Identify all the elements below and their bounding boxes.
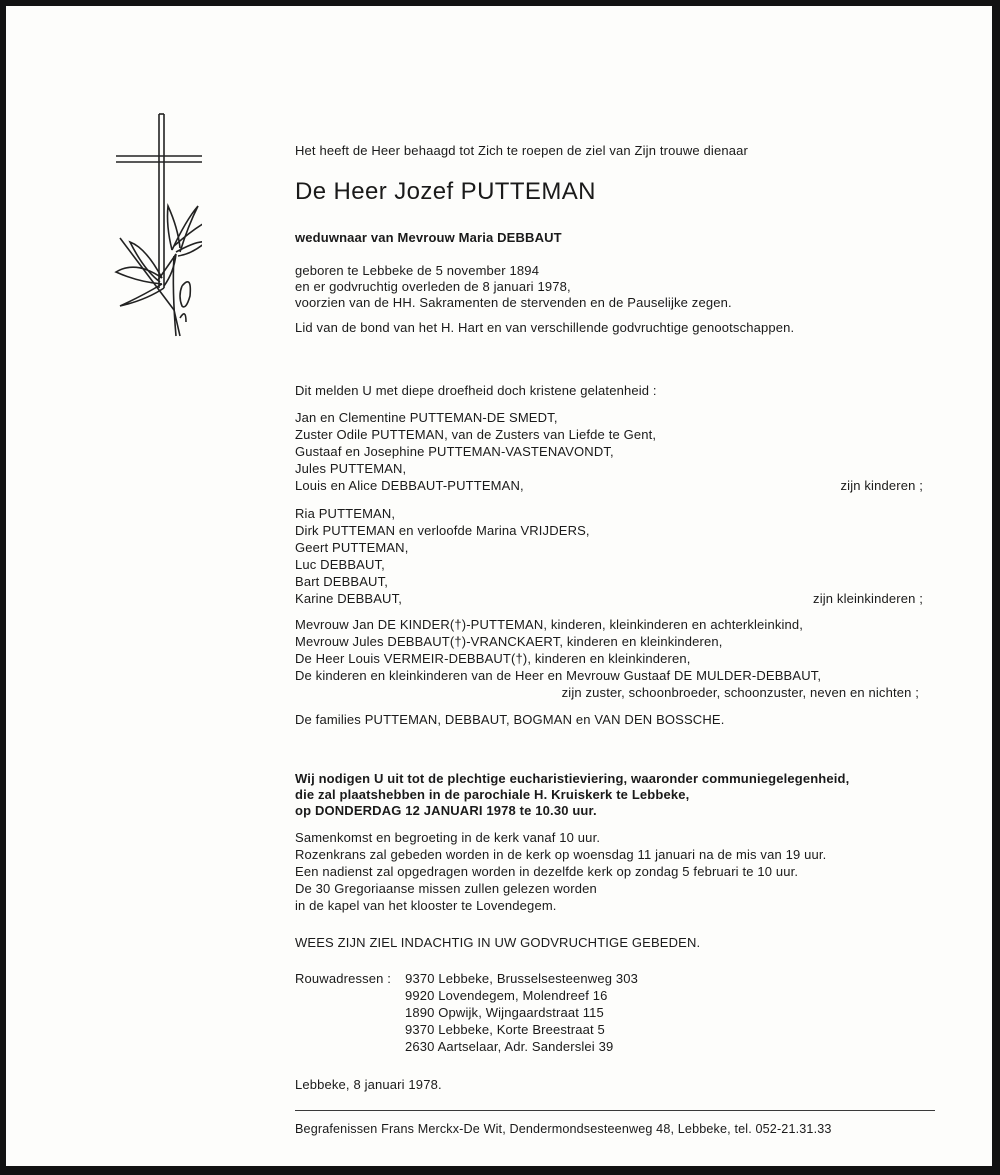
address-line: 9370 Lebbeke, Korte Breestraat 5	[405, 1022, 605, 1037]
sibling-line: De Heer Louis VERMEIR-DEBBAUT(†), kinderen en kleinkinderen,	[295, 651, 691, 666]
intro-line: Het heeft de Heer behaagd tot Zich te roepen de ziel van Zijn trouwe dienaar	[295, 143, 748, 158]
grandchild-line: Bart DEBBAUT,	[295, 574, 388, 589]
prayer-line: WEES ZIJN ZIEL INDACHTIG IN UW GODVRUCHTIGE GEBEDEN.	[295, 935, 701, 950]
detail-line: in de kapel van het klooster te Lovendegem.	[295, 898, 557, 913]
address-line: 1890 Opwijk, Wijngaardstraat 115	[405, 1005, 604, 1020]
memorial-card	[6, 6, 992, 1166]
birth-line: geboren te Lebbeke de 5 november 1894	[295, 263, 540, 278]
families-line: De families PUTTEMAN, DEBBAUT, BOGMAN en VAN DEN BOSSCHE.	[295, 712, 725, 727]
grandchild-line: Geert PUTTEMAN,	[295, 540, 409, 555]
sibling-line: De kinderen en kleinkinderen van de Heer en Mevrouw Gustaaf DE MULDER-DEBBAUT,	[295, 668, 822, 683]
invitation-line: op DONDERDAG 12 JANUARI 1978 te 10.30 uur.	[295, 803, 597, 818]
detail-line: De 30 Gregoriaanse missen zullen gelezen worden	[295, 881, 597, 896]
footer-divider	[295, 1110, 935, 1111]
grandchild-line: Dirk PUTTEMAN en verloofde Marina VRIJDERS,	[295, 523, 590, 538]
child-line: Gustaaf en Josephine PUTTEMAN-VASTENAVONDT,	[295, 444, 614, 459]
detail-line: Een nadienst zal opgedragen worden in dezelfde kerk op zondag 5 februari te 10 uur.	[295, 864, 799, 879]
cross-with-lilies-icon	[102, 110, 202, 350]
invitation-line: Wij nodigen U uit tot de plechtige eucharistieviering, waaronder communiegelegenheid,	[295, 771, 850, 786]
deceased-name: De Heer Jozef PUTTEMAN	[295, 178, 596, 205]
place-date: Lebbeke, 8 januari 1978.	[295, 1077, 442, 1092]
child-line: Zuster Odile PUTTEMAN, van de Zusters van Liefde te Gent,	[295, 427, 657, 442]
grandchild-line: Karine DEBBAUT,	[295, 591, 403, 606]
grandchildren-label: zijn kleinkinderen ;	[813, 591, 923, 606]
detail-line: Samenkomst en begroeting in de kerk vanaf 10 uur.	[295, 830, 601, 845]
address-line: 2630 Aartselaar, Adr. Sanderslei 39	[405, 1039, 614, 1054]
sibling-line: Mevrouw Jules DEBBAUT(†)-VRANCKAERT, kinderen en kleinkinderen,	[295, 634, 723, 649]
addresses-label: Rouwadressen :	[295, 971, 392, 986]
address-line: 9920 Lovendegem, Molendreef 16	[405, 988, 608, 1003]
child-line: Jules PUTTEMAN,	[295, 461, 407, 476]
sacraments-line: voorzien van de HH. Sakramenten de stervenden en de Pauselijke zegen.	[295, 295, 732, 310]
detail-line: Rozenkrans zal gebeden worden in de kerk op woensdag 11 januari na de mis van 19 uur.	[295, 847, 827, 862]
child-line: Louis en Alice DEBBAUT-PUTTEMAN,	[295, 478, 524, 493]
death-line: en er godvruchtig overleden de 8 januari 1978,	[295, 279, 571, 294]
announce-line: Dit melden U met diepe droefheid doch kristene gelatenheid :	[295, 383, 657, 398]
funeral-home-footer: Begrafenissen Frans Merckx-De Wit, Dendermondsesteenweg 48, Lebbeke, tel. 052-21.31.33	[295, 1122, 832, 1136]
children-label: zijn kinderen ;	[840, 478, 923, 493]
address-line: 9370 Lebbeke, Brusselsesteenweg 303	[405, 971, 638, 986]
sibling-line: Mevrouw Jan DE KINDER(†)-PUTTEMAN, kinderen, kleinkinderen en achterkleinkind,	[295, 617, 804, 632]
widower-line: weduwnaar van Mevrouw Maria DEBBAUT	[295, 230, 562, 245]
grandchild-line: Luc DEBBAUT,	[295, 557, 385, 572]
siblings-label: zijn zuster, schoonbroeder, schoonzuster, neven en nichten ;	[561, 685, 919, 700]
child-line: Jan en Clementine PUTTEMAN-DE SMEDT,	[295, 410, 558, 425]
invitation-line: die zal plaatshebben in de parochiale H. Kruiskerk te Lebbeke,	[295, 787, 690, 802]
grandchild-line: Ria PUTTEMAN,	[295, 506, 396, 521]
membership-line: Lid van de bond van het H. Hart en van verschillende godvruchtige genootschappen.	[295, 320, 795, 335]
